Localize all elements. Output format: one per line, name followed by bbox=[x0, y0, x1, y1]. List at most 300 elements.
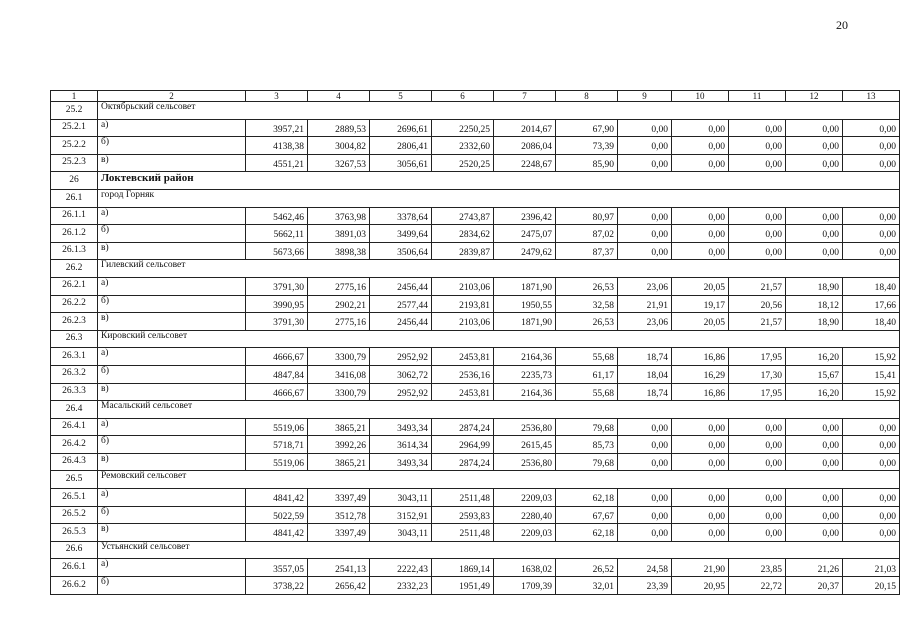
row-code: 26.2.3 bbox=[51, 313, 98, 331]
row-code: 26.6 bbox=[51, 541, 98, 559]
district-title: Локтевский район bbox=[98, 172, 900, 190]
value-cell: 0,00 bbox=[672, 225, 729, 243]
value-cell: 2453,81 bbox=[432, 348, 494, 366]
value-cell: 0,00 bbox=[729, 489, 786, 507]
value-cell: 0,00 bbox=[672, 242, 729, 260]
value-cell: 19,17 bbox=[672, 295, 729, 313]
row-variant-label: б) bbox=[98, 137, 246, 155]
value-cell: 3004,82 bbox=[308, 137, 370, 155]
value-cell: 1709,39 bbox=[494, 577, 556, 595]
value-cell: 2775,16 bbox=[308, 277, 370, 295]
value-cell: 26,53 bbox=[556, 313, 618, 331]
row-code: 26.4.3 bbox=[51, 453, 98, 471]
row-variant-label: б) bbox=[98, 225, 246, 243]
value-cell: 3738,22 bbox=[246, 577, 308, 595]
table-row bbox=[51, 365, 900, 383]
value-cell: 0,00 bbox=[786, 506, 843, 524]
value-cell: 3990,95 bbox=[246, 295, 308, 313]
value-cell: 20,15 bbox=[843, 577, 900, 595]
value-cell: 3557,05 bbox=[246, 559, 308, 577]
value-cell: 16,86 bbox=[672, 348, 729, 366]
row-code: 26.2.2 bbox=[51, 295, 98, 313]
row-variant-label: б) bbox=[98, 577, 246, 595]
row-code: 25.2 bbox=[51, 102, 98, 120]
value-cell: 2577,44 bbox=[370, 295, 432, 313]
value-cell: 0,00 bbox=[843, 436, 900, 454]
value-cell: 2536,80 bbox=[494, 418, 556, 436]
section-title: Устьянский сельсовет bbox=[98, 541, 900, 559]
value-cell: 0,00 bbox=[843, 137, 900, 155]
value-cell: 2834,62 bbox=[432, 225, 494, 243]
value-cell: 87,02 bbox=[556, 225, 618, 243]
value-cell: 3397,49 bbox=[308, 489, 370, 507]
row-code: 26.3.3 bbox=[51, 383, 98, 401]
value-cell: 17,30 bbox=[729, 365, 786, 383]
value-cell: 20,95 bbox=[672, 577, 729, 595]
value-cell: 3043,11 bbox=[370, 489, 432, 507]
value-cell: 0,00 bbox=[729, 154, 786, 172]
value-cell: 3300,79 bbox=[308, 383, 370, 401]
column-number: 6 bbox=[432, 91, 494, 102]
row-variant-label: а) bbox=[98, 277, 246, 295]
column-number: 10 bbox=[672, 91, 729, 102]
table-row bbox=[51, 453, 900, 471]
value-cell: 3416,08 bbox=[308, 365, 370, 383]
value-cell: 0,00 bbox=[672, 524, 729, 542]
row-variant-label: б) bbox=[98, 436, 246, 454]
column-number: 2 bbox=[98, 91, 246, 102]
value-cell: 0,00 bbox=[729, 207, 786, 225]
table-row bbox=[51, 242, 900, 260]
value-cell: 0,00 bbox=[618, 453, 672, 471]
tariff-table bbox=[50, 90, 900, 595]
value-cell: 2775,16 bbox=[308, 313, 370, 331]
row-code: 26.1.1 bbox=[51, 207, 98, 225]
value-cell: 4666,67 bbox=[246, 383, 308, 401]
value-cell: 3152,91 bbox=[370, 506, 432, 524]
value-cell: 0,00 bbox=[729, 453, 786, 471]
value-cell: 3898,38 bbox=[308, 242, 370, 260]
table-row bbox=[51, 436, 900, 454]
table-row bbox=[51, 277, 900, 295]
column-number: 12 bbox=[786, 91, 843, 102]
value-cell: 5462,46 bbox=[246, 207, 308, 225]
value-cell: 0,00 bbox=[618, 119, 672, 137]
value-cell: 0,00 bbox=[843, 453, 900, 471]
value-cell: 3763,98 bbox=[308, 207, 370, 225]
section-title: Масальский сельсовет bbox=[98, 401, 900, 419]
value-cell: 2511,48 bbox=[432, 489, 494, 507]
section-row bbox=[51, 471, 900, 489]
row-code: 26.3 bbox=[51, 330, 98, 348]
value-cell: 2222,43 bbox=[370, 559, 432, 577]
value-cell: 20,05 bbox=[672, 313, 729, 331]
district-row bbox=[51, 172, 900, 190]
value-cell: 3493,34 bbox=[370, 418, 432, 436]
row-code: 26.3.1 bbox=[51, 348, 98, 366]
value-cell: 21,90 bbox=[672, 559, 729, 577]
value-cell: 87,37 bbox=[556, 242, 618, 260]
value-cell: 55,68 bbox=[556, 383, 618, 401]
value-cell: 0,00 bbox=[786, 207, 843, 225]
row-code: 26.6.1 bbox=[51, 559, 98, 577]
section-row bbox=[51, 541, 900, 559]
value-cell: 3056,61 bbox=[370, 154, 432, 172]
value-cell: 67,90 bbox=[556, 119, 618, 137]
value-cell: 0,00 bbox=[843, 154, 900, 172]
row-code: 26.1.3 bbox=[51, 242, 98, 260]
value-cell: 0,00 bbox=[843, 418, 900, 436]
value-cell: 3043,11 bbox=[370, 524, 432, 542]
value-cell: 4666,67 bbox=[246, 348, 308, 366]
value-cell: 0,00 bbox=[672, 154, 729, 172]
value-cell: 1869,14 bbox=[432, 559, 494, 577]
row-code: 26.5 bbox=[51, 471, 98, 489]
value-cell: 20,05 bbox=[672, 277, 729, 295]
value-cell: 0,00 bbox=[786, 225, 843, 243]
row-code: 26.3.2 bbox=[51, 365, 98, 383]
table-row bbox=[51, 418, 900, 436]
value-cell: 2103,06 bbox=[432, 313, 494, 331]
row-code: 26.6.2 bbox=[51, 577, 98, 595]
row-variant-label: а) bbox=[98, 207, 246, 225]
value-cell: 17,95 bbox=[729, 383, 786, 401]
value-cell: 16,86 bbox=[672, 383, 729, 401]
value-cell: 0,00 bbox=[618, 137, 672, 155]
value-cell: 2014,67 bbox=[494, 119, 556, 137]
value-cell: 2453,81 bbox=[432, 383, 494, 401]
value-cell: 16,20 bbox=[786, 383, 843, 401]
row-variant-label: в) bbox=[98, 242, 246, 260]
value-cell: 79,68 bbox=[556, 418, 618, 436]
table-row bbox=[51, 383, 900, 401]
value-cell: 2952,92 bbox=[370, 383, 432, 401]
section-row bbox=[51, 401, 900, 419]
value-cell: 3957,21 bbox=[246, 119, 308, 137]
value-cell: 0,00 bbox=[786, 119, 843, 137]
value-cell: 2086,04 bbox=[494, 137, 556, 155]
value-cell: 4551,21 bbox=[246, 154, 308, 172]
value-cell: 2615,45 bbox=[494, 436, 556, 454]
value-cell: 18,04 bbox=[618, 365, 672, 383]
value-cell: 18,40 bbox=[843, 313, 900, 331]
value-cell: 1951,49 bbox=[432, 577, 494, 595]
table-row bbox=[51, 207, 900, 225]
value-cell: 73,39 bbox=[556, 137, 618, 155]
value-cell: 0,00 bbox=[672, 453, 729, 471]
value-cell: 3267,53 bbox=[308, 154, 370, 172]
value-cell: 3512,78 bbox=[308, 506, 370, 524]
section-row bbox=[51, 260, 900, 278]
value-cell: 15,92 bbox=[843, 348, 900, 366]
row-variant-label: в) bbox=[98, 524, 246, 542]
value-cell: 0,00 bbox=[672, 207, 729, 225]
table-row bbox=[51, 348, 900, 366]
row-code: 26.2 bbox=[51, 260, 98, 278]
row-variant-label: в) bbox=[98, 313, 246, 331]
table-row bbox=[51, 154, 900, 172]
value-cell: 4841,42 bbox=[246, 524, 308, 542]
value-cell: 79,68 bbox=[556, 453, 618, 471]
value-cell: 3506,64 bbox=[370, 242, 432, 260]
value-cell: 17,66 bbox=[843, 295, 900, 313]
value-cell: 23,06 bbox=[618, 313, 672, 331]
row-variant-label: б) bbox=[98, 295, 246, 313]
value-cell: 0,00 bbox=[729, 119, 786, 137]
value-cell: 2235,73 bbox=[494, 365, 556, 383]
row-code: 26.4.1 bbox=[51, 418, 98, 436]
column-number: 7 bbox=[494, 91, 556, 102]
section-title: Кировский сельсовет bbox=[98, 330, 900, 348]
value-cell: 2164,36 bbox=[494, 348, 556, 366]
row-code: 25.2.3 bbox=[51, 154, 98, 172]
value-cell: 2209,03 bbox=[494, 524, 556, 542]
value-cell: 4841,42 bbox=[246, 489, 308, 507]
column-number: 3 bbox=[246, 91, 308, 102]
value-cell: 23,85 bbox=[729, 559, 786, 577]
value-cell: 23,39 bbox=[618, 577, 672, 595]
value-cell: 2593,83 bbox=[432, 506, 494, 524]
row-variant-label: а) bbox=[98, 348, 246, 366]
value-cell: 3992,26 bbox=[308, 436, 370, 454]
value-cell: 0,00 bbox=[729, 506, 786, 524]
value-cell: 22,72 bbox=[729, 577, 786, 595]
value-cell: 0,00 bbox=[729, 418, 786, 436]
row-variant-label: в) bbox=[98, 453, 246, 471]
value-cell: 3378,64 bbox=[370, 207, 432, 225]
value-cell: 2475,07 bbox=[494, 225, 556, 243]
value-cell: 2248,67 bbox=[494, 154, 556, 172]
table-row bbox=[51, 313, 900, 331]
row-variant-label: б) bbox=[98, 365, 246, 383]
value-cell: 23,06 bbox=[618, 277, 672, 295]
value-cell: 80,97 bbox=[556, 207, 618, 225]
value-cell: 0,00 bbox=[786, 137, 843, 155]
value-cell: 0,00 bbox=[672, 506, 729, 524]
value-cell: 2332,60 bbox=[432, 137, 494, 155]
value-cell: 5519,06 bbox=[246, 418, 308, 436]
value-cell: 0,00 bbox=[672, 489, 729, 507]
section-row bbox=[51, 102, 900, 120]
value-cell: 1638,02 bbox=[494, 559, 556, 577]
table-row bbox=[51, 506, 900, 524]
value-cell: 2874,24 bbox=[432, 453, 494, 471]
value-cell: 3493,34 bbox=[370, 453, 432, 471]
value-cell: 5718,71 bbox=[246, 436, 308, 454]
value-cell: 5673,66 bbox=[246, 242, 308, 260]
value-cell: 21,26 bbox=[786, 559, 843, 577]
value-cell: 62,18 bbox=[556, 489, 618, 507]
value-cell: 0,00 bbox=[618, 242, 672, 260]
value-cell: 2193,81 bbox=[432, 295, 494, 313]
value-cell: 0,00 bbox=[843, 489, 900, 507]
value-cell: 18,90 bbox=[786, 277, 843, 295]
value-cell: 3062,72 bbox=[370, 365, 432, 383]
value-cell: 0,00 bbox=[786, 524, 843, 542]
value-cell: 16,29 bbox=[672, 365, 729, 383]
row-code: 26 bbox=[51, 172, 98, 190]
value-cell: 0,00 bbox=[672, 119, 729, 137]
table-row bbox=[51, 225, 900, 243]
value-cell: 2839,87 bbox=[432, 242, 494, 260]
value-cell: 2250,25 bbox=[432, 119, 494, 137]
value-cell: 2696,61 bbox=[370, 119, 432, 137]
row-variant-label: в) bbox=[98, 154, 246, 172]
value-cell: 0,00 bbox=[843, 207, 900, 225]
value-cell: 2536,16 bbox=[432, 365, 494, 383]
value-cell: 24,58 bbox=[618, 559, 672, 577]
section-title: Ремовский сельсовет bbox=[98, 471, 900, 489]
column-number: 5 bbox=[370, 91, 432, 102]
value-cell: 0,00 bbox=[618, 524, 672, 542]
row-variant-label: а) bbox=[98, 119, 246, 137]
value-cell: 85,73 bbox=[556, 436, 618, 454]
value-cell: 0,00 bbox=[618, 207, 672, 225]
value-cell: 0,00 bbox=[618, 418, 672, 436]
column-number: 1 bbox=[51, 91, 98, 102]
value-cell: 0,00 bbox=[618, 225, 672, 243]
value-cell: 0,00 bbox=[729, 225, 786, 243]
value-cell: 0,00 bbox=[672, 137, 729, 155]
column-number-row bbox=[51, 91, 900, 102]
value-cell: 2743,87 bbox=[432, 207, 494, 225]
value-cell: 26,52 bbox=[556, 559, 618, 577]
value-cell: 2889,53 bbox=[308, 119, 370, 137]
row-variant-label: б) bbox=[98, 506, 246, 524]
row-variant-label: в) bbox=[98, 383, 246, 401]
value-cell: 2209,03 bbox=[494, 489, 556, 507]
column-number: 9 bbox=[618, 91, 672, 102]
value-cell: 3865,21 bbox=[308, 453, 370, 471]
value-cell: 61,17 bbox=[556, 365, 618, 383]
value-cell: 2456,44 bbox=[370, 313, 432, 331]
row-code: 25.2.2 bbox=[51, 137, 98, 155]
value-cell: 1871,90 bbox=[494, 313, 556, 331]
value-cell: 3865,21 bbox=[308, 418, 370, 436]
value-cell: 0,00 bbox=[786, 489, 843, 507]
value-cell: 5022,59 bbox=[246, 506, 308, 524]
value-cell: 2479,62 bbox=[494, 242, 556, 260]
row-code: 26.4.2 bbox=[51, 436, 98, 454]
section-row bbox=[51, 189, 900, 207]
value-cell: 0,00 bbox=[786, 453, 843, 471]
value-cell: 32,01 bbox=[556, 577, 618, 595]
value-cell: 16,20 bbox=[786, 348, 843, 366]
row-code: 26.5.3 bbox=[51, 524, 98, 542]
value-cell: 2536,80 bbox=[494, 453, 556, 471]
table-row bbox=[51, 119, 900, 137]
row-code: 26.1 bbox=[51, 189, 98, 207]
value-cell: 2456,44 bbox=[370, 277, 432, 295]
value-cell: 5519,06 bbox=[246, 453, 308, 471]
value-cell: 85,90 bbox=[556, 154, 618, 172]
row-code: 26.5.1 bbox=[51, 489, 98, 507]
value-cell: 0,00 bbox=[786, 436, 843, 454]
row-variant-label: а) bbox=[98, 559, 246, 577]
column-number: 8 bbox=[556, 91, 618, 102]
column-number: 4 bbox=[308, 91, 370, 102]
table-row bbox=[51, 577, 900, 595]
value-cell: 2520,25 bbox=[432, 154, 494, 172]
value-cell: 1871,90 bbox=[494, 277, 556, 295]
table-row bbox=[51, 524, 900, 542]
value-cell: 55,68 bbox=[556, 348, 618, 366]
value-cell: 0,00 bbox=[843, 225, 900, 243]
row-code: 26.5.2 bbox=[51, 506, 98, 524]
value-cell: 62,18 bbox=[556, 524, 618, 542]
value-cell: 0,00 bbox=[729, 242, 786, 260]
value-cell: 0,00 bbox=[729, 137, 786, 155]
row-variant-label: а) bbox=[98, 418, 246, 436]
value-cell: 0,00 bbox=[843, 119, 900, 137]
value-cell: 0,00 bbox=[729, 436, 786, 454]
value-cell: 18,40 bbox=[843, 277, 900, 295]
value-cell: 3300,79 bbox=[308, 348, 370, 366]
value-cell: 15,67 bbox=[786, 365, 843, 383]
value-cell: 0,00 bbox=[843, 242, 900, 260]
value-cell: 3791,30 bbox=[246, 277, 308, 295]
table-body bbox=[51, 91, 900, 595]
value-cell: 2874,24 bbox=[432, 418, 494, 436]
value-cell: 2902,21 bbox=[308, 295, 370, 313]
value-cell: 26,53 bbox=[556, 277, 618, 295]
value-cell: 0,00 bbox=[618, 154, 672, 172]
value-cell: 20,37 bbox=[786, 577, 843, 595]
value-cell: 0,00 bbox=[618, 489, 672, 507]
value-cell: 32,58 bbox=[556, 295, 618, 313]
value-cell: 3791,30 bbox=[246, 313, 308, 331]
value-cell: 20,56 bbox=[729, 295, 786, 313]
value-cell: 2103,06 bbox=[432, 277, 494, 295]
value-cell: 15,92 bbox=[843, 383, 900, 401]
section-row bbox=[51, 330, 900, 348]
row-code: 26.1.2 bbox=[51, 225, 98, 243]
section-title: Гилевский сельсовет bbox=[98, 260, 900, 278]
value-cell: 2952,92 bbox=[370, 348, 432, 366]
table-row bbox=[51, 295, 900, 313]
value-cell: 2806,41 bbox=[370, 137, 432, 155]
value-cell: 21,57 bbox=[729, 313, 786, 331]
value-cell: 2332,23 bbox=[370, 577, 432, 595]
value-cell: 21,03 bbox=[843, 559, 900, 577]
value-cell: 5662,11 bbox=[246, 225, 308, 243]
value-cell: 0,00 bbox=[618, 436, 672, 454]
section-title: город Горняк bbox=[98, 189, 900, 207]
value-cell: 0,00 bbox=[672, 436, 729, 454]
value-cell: 0,00 bbox=[786, 154, 843, 172]
value-cell: 2280,40 bbox=[494, 506, 556, 524]
value-cell: 18,74 bbox=[618, 348, 672, 366]
value-cell: 4847,84 bbox=[246, 365, 308, 383]
value-cell: 0,00 bbox=[786, 418, 843, 436]
value-cell: 3499,64 bbox=[370, 225, 432, 243]
value-cell: 2164,36 bbox=[494, 383, 556, 401]
table-row bbox=[51, 137, 900, 155]
value-cell: 0,00 bbox=[843, 506, 900, 524]
value-cell: 2656,42 bbox=[308, 577, 370, 595]
column-number: 11 bbox=[729, 91, 786, 102]
table-row bbox=[51, 489, 900, 507]
value-cell: 0,00 bbox=[618, 506, 672, 524]
value-cell: 18,12 bbox=[786, 295, 843, 313]
value-cell: 1950,55 bbox=[494, 295, 556, 313]
value-cell: 2964,99 bbox=[432, 436, 494, 454]
value-cell: 0,00 bbox=[672, 418, 729, 436]
row-code: 25.2.1 bbox=[51, 119, 98, 137]
value-cell: 2396,42 bbox=[494, 207, 556, 225]
value-cell: 21,91 bbox=[618, 295, 672, 313]
row-code: 26.4 bbox=[51, 401, 98, 419]
